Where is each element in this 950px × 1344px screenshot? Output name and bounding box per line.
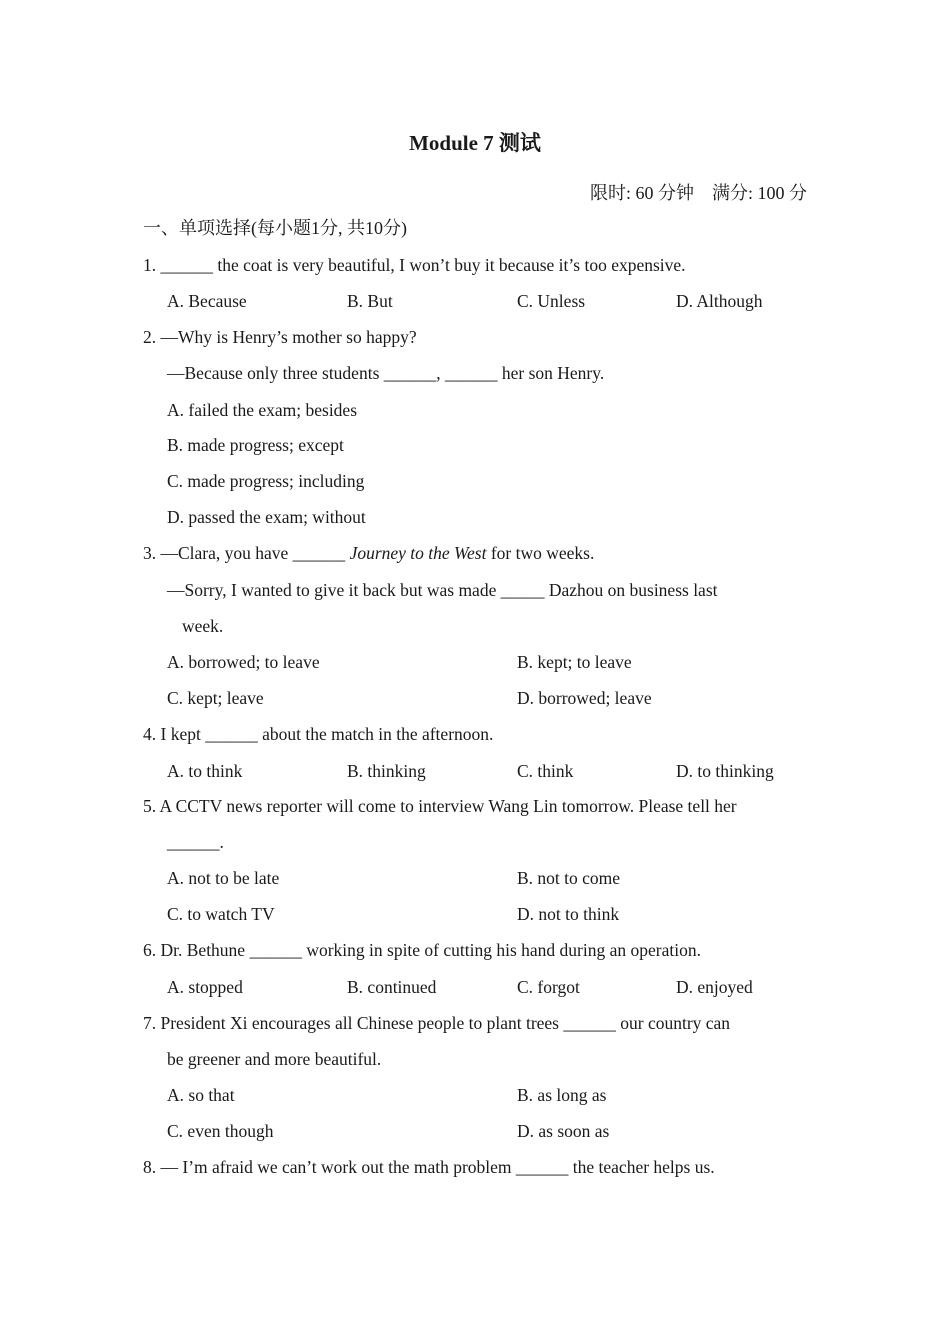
q1-option-c: C. Unless: [517, 291, 586, 311]
question-3-reply: —Sorry, I wanted to give it back but was made _____ Dazhou on business last: [167, 580, 718, 600]
q4-option-d: D. to thinking: [676, 761, 774, 781]
question-7: 7. President Xi encourages all Chinese people to plant trees ______ our country can: [143, 1013, 731, 1033]
q5-option-c: C. to watch TV: [167, 904, 275, 924]
q1-option-a: A. Because: [167, 291, 247, 311]
book-title: Journey to the West: [349, 543, 487, 563]
question-3-start: 3. —Clara, you have ______: [143, 543, 350, 563]
q7-option-b: B. as long as: [517, 1085, 607, 1105]
q5-option-d: D. not to think: [517, 904, 620, 924]
question-2-reply: —Because only three students ______, ______ her son Henry.: [167, 363, 605, 383]
q3-option-c: C. kept; leave: [167, 688, 264, 708]
question-5: 5. A CCTV news reporter will come to interview Wang Lin tomorrow. Please tell her: [143, 796, 737, 816]
question-6: 6. Dr. Bethune ______ working in spite of cutting his hand during an operation.: [143, 940, 701, 960]
q4-option-b: B. thinking: [347, 761, 426, 781]
q6-option-c: C. forgot: [517, 977, 580, 997]
q7-option-c: C. even though: [167, 1121, 274, 1141]
q2-option-b: B. made progress; except: [167, 435, 344, 455]
q2-option-d: D. passed the exam; without: [167, 507, 366, 527]
full-score: 满分: 100 分: [711, 183, 807, 203]
question-4: 4. I kept ______ about the match in the afternoon.: [143, 724, 494, 744]
q1-option-d: D. Although: [676, 291, 763, 311]
question-8: 8. — I’m afraid we can’t work out the math problem ______ the teacher helps us.: [143, 1157, 715, 1177]
q5-option-b: B. not to come: [517, 868, 621, 888]
question-3: [143, 541, 594, 565]
q3-option-a: A. borrowed; to leave: [167, 652, 320, 672]
q7-option-d: D. as soon as: [517, 1121, 610, 1141]
q1-option-b: B. But: [347, 291, 393, 311]
section-heading: 一、单项选择(每小题1分, 共10分): [143, 218, 407, 238]
q5-option-a: A. not to be late: [167, 868, 280, 888]
q6-option-a: A. stopped: [167, 977, 243, 997]
q7-option-a: A. so that: [167, 1085, 235, 1105]
question-2: 2. —Why is Henry’s mother so happy?: [143, 327, 417, 347]
q6-option-b: B. continued: [347, 977, 437, 997]
exam-meta: [590, 179, 807, 205]
q3-option-b: B. kept; to leave: [517, 652, 632, 672]
q2-option-a: A. failed the exam; besides: [167, 400, 358, 420]
q4-option-a: A. to think: [167, 761, 243, 781]
question-3-reply-cont: week.: [182, 616, 224, 636]
question-1: 1. ______ the coat is very beautiful, I won’t buy it because it’s too expensive.: [143, 255, 686, 275]
q3-option-d: D. borrowed; leave: [517, 688, 652, 708]
page-title: Module 7 测试: [409, 131, 541, 155]
q6-option-d: D. enjoyed: [676, 977, 753, 997]
question-3-end: for two weeks.: [486, 543, 595, 563]
time-limit: 限时: 60 分钟: [589, 183, 694, 203]
question-7-cont: be greener and more beautiful.: [167, 1049, 382, 1069]
q4-option-c: C. think: [517, 761, 574, 781]
question-5-cont: ______.: [167, 832, 224, 852]
q2-option-c: C. made progress; including: [167, 471, 365, 491]
